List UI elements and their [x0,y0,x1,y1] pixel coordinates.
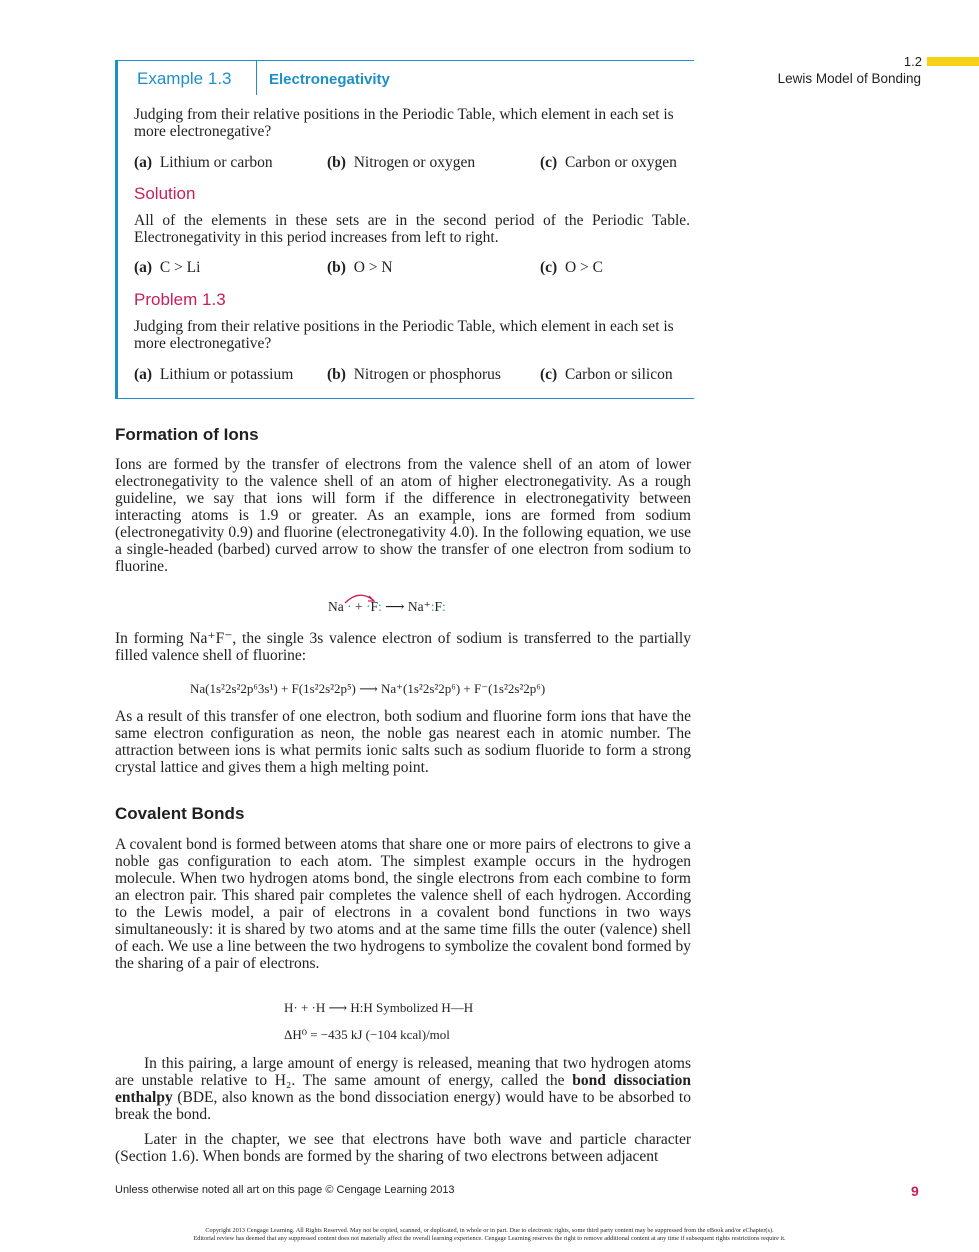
covalent-paragraph-3: Later in the chapter, we see that electrons have both wave and particle character (Section 1.6). When bonds are formed by the sharing of two electrons between adjacent [115,1131,691,1165]
answer-c-tag: (c) [540,259,558,276]
f-ion-lone-pairs-right: : [442,599,446,614]
problem-option-b-tag: (b) [327,366,346,383]
ions-paragraph-2-start: In forming [115,630,190,647]
example-title: Electronegativity [269,71,390,88]
naf-formula: Na⁺F⁻ [189,630,233,647]
section-number: 1.2 [903,54,922,69]
f-lone-pairs: : [378,599,382,614]
option-b [327,154,475,171]
ions-paragraph-2 [115,630,691,664]
electron-configuration-equation: Na(1s²2s²2p⁶3s¹) + F(1s²2s²2p⁵) ⟶ Na⁺(1s²2s²2p⁶) + F⁻(1s²2s²2p⁶) [190,681,546,696]
bond-dissociation-enthalpy-term: bond dissociation enthalpy [115,1072,691,1106]
example-question: Judging from their relative positions in the Periodic Table, which element in each set is more electronegative? [134,106,674,140]
copyright-line-1: Copyright 2013 Cengage Learning. All Rights Reserved. May not be copied, scanned, or duplicated, in whole or in part. Due to electronic rights, some third party content may be suppressed from the eBook and/or eChapter(s). [205,1227,774,1234]
na-electron-dot: · [343,599,352,614]
problem-text: Judging from their relative positions in the Periodic Table, which element in each set is more electronegative? [134,318,674,352]
example-box [115,60,694,399]
problem-option-c-tag: (c) [540,366,558,383]
solution-text: All of the elements in these sets are in the second period of the Periodic Table. Electronegativity in this period increases from left to right. [134,212,690,246]
f-ion-lone-pairs-left: : [430,599,435,614]
covalent-heading: Covalent Bonds [115,804,245,823]
option-c [540,154,677,171]
covalent-paragraph-1: A covalent bond is formed between atoms that share one or more pairs of electrons to give a noble gas configuration to each atom. The simplest example occurs in the hydrogen molecule. When two hydrogen atoms bond, the single electrons from each combine to form an electron pair. This shared pair completes the valence shell of each hydrogen. According to the Lewis model, a pair of electrons in a covalent bond functions in two ways simultaneously: it is shared by two atoms and at the same time fills the outer (valence) shell of each. We use a line between the two hydrogens to symbolize the covalent bond formed by the sharing of a pair of electrons. [115,836,691,972]
covalent-paragraph-2-end: (BDE, also known as the bond dissociation energy) would have to be absorbed to break the bond. [115,1089,691,1123]
enthalpy-equation: ΔH⁰ = −435 kJ (−104 kcal)/mol [284,1027,450,1042]
option-c-text: Carbon or oxygen [564,154,677,171]
problem-option-a [134,366,293,383]
covalent-paragraph-2-start: In this pairing, a large amount of energy is released, meaning that two hydrogen atoms are unstable relative to H₂. The same amount of energy, called the [115,1055,691,1089]
answer-b-tag: (b) [327,259,346,276]
option-b-tag: (b) [327,154,346,171]
problem-option-b-text: Nitrogen or phosphorus [353,366,501,383]
copyright-notice [0,1227,979,1243]
art-credit: Unless otherwise noted all art on this page © Cengage Learning 2013 [115,1184,455,1196]
eq-na: Na [328,599,344,614]
problem-option-c [540,366,673,383]
answer-a [134,259,200,276]
answer-c [540,259,603,276]
option-a-tag: (a) [134,154,153,171]
covalent-paragraph-2 [115,1055,691,1123]
f-electron-dot: · [366,599,371,614]
answer-a-text: C > Li [159,259,201,276]
example-header-divider [256,61,257,95]
ions-paragraph-2-end: , the single 3s valence electron of sodium is transferred to the partially filled valence shell of fluorine: [115,630,691,664]
answer-b [327,259,393,276]
answer-a-tag: (a) [134,259,153,276]
copyright-line-2: Editorial review has deemed that any suppressed content does not materially affect the overall learning experience. Cengage Learning reserves the right to remove additional content at any time if subsequent rights restrictions require it. [193,1235,786,1242]
eq-f: F [370,599,379,614]
problem-option-a-tag: (a) [134,366,153,383]
problem-option-a-text: Lithium or potassium [159,366,294,383]
section-title: Lewis Model of Bonding [777,71,921,86]
problem-heading: Problem 1.3 [134,290,226,309]
eq-plus: + [355,599,363,614]
answer-b-text: O > N [353,259,393,276]
answer-c-text: O > C [564,259,603,276]
example-label: Example 1.3 [137,69,232,88]
problem-option-c-text: Carbon or silicon [564,366,673,383]
ions-paragraph-1: Ions are formed by the transfer of electrons from the valence shell of an atom of lower electronegativity to the valence shell of an atom of higher electronegativity. As a rough guideline, we say that ions will form if the difference in electronegativity between interacting atoms is 1.9 or greater. As an example, ions are formed from sodium (electronegativity 0.9) and fluorine (electronegativity 4.0). In the following equation, we use a single-headed (barbed) curved arrow to show the transfer of one electron from sodium to fluorine. [115,456,691,575]
option-a-text: Lithium or carbon [159,154,273,171]
eq-arrow: ⟶ [385,599,405,614]
page-number: 9 [911,1183,919,1199]
eq-na-ion: Na⁺ [407,599,431,614]
ions-heading: Formation of Ions [115,425,259,444]
ions-paragraph-3: As a result of this transfer of one electron, both sodium and fluorine form ions that have the same electron configuration as neon, the noble gas nearest each in atomic number. The attraction between ions is what permits ionic salts such as sodium fluoride to form a strong crystal lattice and gives them a high melting point. [115,708,691,776]
option-b-text: Nitrogen or oxygen [353,154,476,171]
section-color-bar [927,57,979,66]
hydrogen-bond-equation: H· + ·H ⟶ H:H Symbolized H—H [284,1000,474,1015]
solution-heading: Solution [134,184,196,203]
curved-arrow-icon [342,592,378,604]
problem-option-b [327,366,501,383]
option-c-tag: (c) [540,154,558,171]
option-a [134,154,273,171]
eq-f-ion: F [434,599,443,614]
